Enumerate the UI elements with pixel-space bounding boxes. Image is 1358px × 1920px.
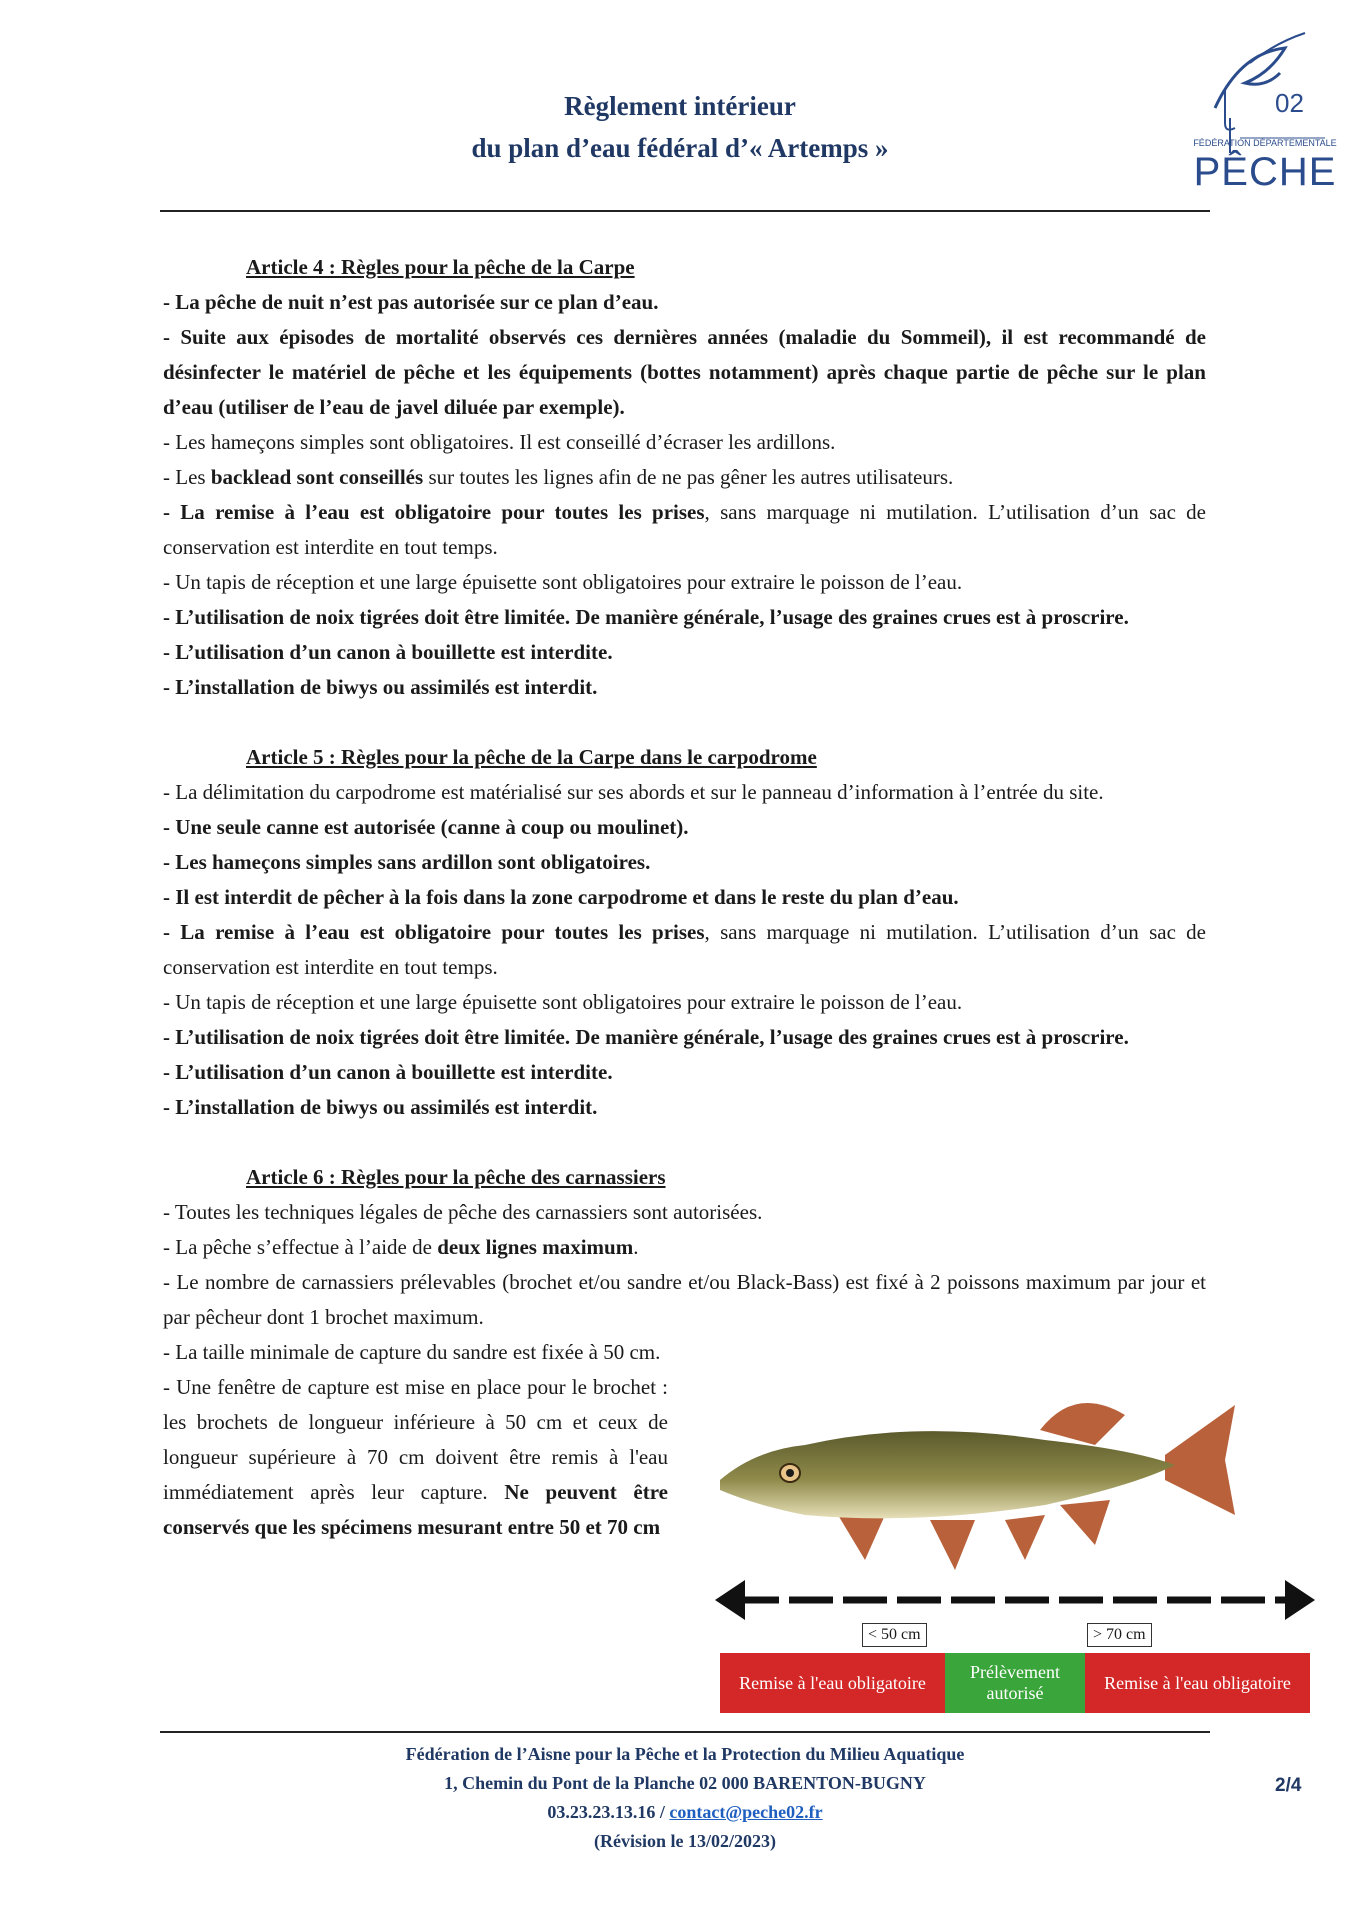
document-title-line2: du plan d’eau fédéral d’« Artemps » [471,133,889,163]
regulation-body [163,250,1206,1545]
article5-rule: - L’utilisation d’un canon à bouillette est interdite. [163,1060,613,1084]
article6-rule: - Toutes les techniques légales de pêche des carnassiers sont autorisées. [163,1200,763,1224]
page-number: 2/4 [1275,1775,1302,1796]
article6-rule: - Le nombre de carnassiers prélevables (brochet et/ou sandre et/ou Black-Bass) est fixé à 2 poissons maximum par jour et par pêcheur dont 1 brochet maximum. [163,1270,1206,1329]
logo-peche: PÊCHE [1193,150,1337,194]
article5-rule: - La remise à l’eau est obligatoire pour toutes les prises, sans marquage ni mutilation. L’utilisation d’un sac de conservation est interdite en tout temps. [163,920,1206,979]
max-size-label: > 70 cm [1087,1623,1152,1647]
article4-rule: - L’utilisation de noix tigrées doit être limitée. De manière générale, l’usage des graines crues est à proscrire. [163,605,1129,629]
release-zone-left: Remise à l'eau obligatoire [720,1653,945,1713]
article4-title: Article 4 : Règles pour la pêche de la Carpe [246,255,635,279]
min-size-label: < 50 cm [862,1623,927,1647]
article6-rule: - La pêche s’effectue à l’aide de deux lignes maximum. [163,1235,639,1259]
article5-rule: - L’utilisation de noix tigrées doit être limitée. De manière générale, l’usage des graines crues est à proscrire. [163,1025,1129,1049]
footer-revision: (Révision le 13/02/2023) [594,1831,776,1851]
document-title-line1: Règlement intérieur [564,91,796,121]
footer-address: 1, Chemin du Pont de la Planche 02 000 BARENTON-BUGNY [444,1773,926,1793]
release-zone-right: Remise à l'eau obligatoire [1085,1653,1310,1713]
article4-rule: - L’utilisation d’un canon à bouillette est interdite. [163,640,613,664]
article6-rule: - Une fenêtre de capture est mise en place pour le brochet : les brochets de longueur inférieure à 50 cm et ceux de longueur supérieure à 70 cm doivent être remis à l'eau immédiatement après leur capture. Ne peuvent être conservés que les spécimens mesurant entre 50 et 70 cm [163,1375,668,1539]
logo-subtitle: FÉDÉRATION DÉPARTEMENTALE [1193,138,1337,148]
article6-rule: - La taille minimale de capture du sandre est fixée à 50 cm. [163,1340,661,1364]
footer-divider [160,1731,1210,1733]
header-divider [160,210,1210,212]
article4-rule: - Un tapis de réception et une large épuisette sont obligatoires pour extraire le poisson de l’eau. [163,570,963,594]
email-link[interactable]: contact@peche02.fr [669,1802,823,1822]
article5-rule: - Un tapis de réception et une large épuisette sont obligatoires pour extraire le poisson de l’eau. [163,990,963,1014]
article5-rule: - Les hameçons simples sans ardillon sont obligatoires. [163,850,651,874]
article4-rule: - L’installation de biwys ou assimilés est interdit. [163,675,598,699]
pike-capture-window-figure [715,1385,1315,1725]
article5-rule: - La délimitation du carpodrome est matérialisé sur ses abords et sur le panneau d’information à l’entrée du site. [163,780,1104,804]
article5-rule: - Il est interdit de pêcher à la fois dans la zone carpodrome et dans le reste du plan d’eau. [163,885,959,909]
logo-code: 02 [1275,88,1304,118]
article4-rule: - La pêche de nuit n’est pas autorisée sur ce plan d’eau. [163,290,659,314]
article4-rule: - Les hameçons simples sont obligatoires. Il est conseillé d’écraser les ardillons. [163,430,836,454]
article5-rule: - Une seule canne est autorisée (canne à coup ou moulinet). [163,815,689,839]
footer [160,1740,1210,1856]
keep-zone: Prélèvement autorisé [945,1653,1085,1713]
federation-logo [1185,28,1345,198]
measure-arrow [715,1580,1315,1620]
footer-contact: 03.23.23.13.16 / contact@peche02.fr [547,1802,823,1822]
article6-title: Article 6 : Règles pour la pêche des carnassiers [246,1165,666,1189]
article5-title: Article 5 : Règles pour la pêche de la Carpe dans le carpodrome [246,745,817,769]
article5-rule: - L’installation de biwys ou assimilés est interdit. [163,1095,598,1119]
article4-rule: - Les backlead sont conseillés sur toutes les lignes afin de ne pas gêner les autres utilisateurs. [163,465,954,489]
footer-federation-name: Fédération de l’Aisne pour la Pêche et la Protection du Milieu Aquatique [405,1744,965,1764]
article4-rule: - La remise à l’eau est obligatoire pour toutes les prises, sans marquage ni mutilation. L’utilisation d’un sac de conservation est interdite en tout temps. [163,500,1206,559]
pike-illustration [715,1385,1315,1585]
article4-rule: - Suite aux épisodes de mortalité observés ces dernières années (maladie du Sommeil), il est recommandé de désinfecter le matériel de pêche et les équipements (bottes notamment) après chaque partie de pêche sur le plan d’eau (utiliser de l’eau de javel diluée par exemple). [163,325,1206,419]
